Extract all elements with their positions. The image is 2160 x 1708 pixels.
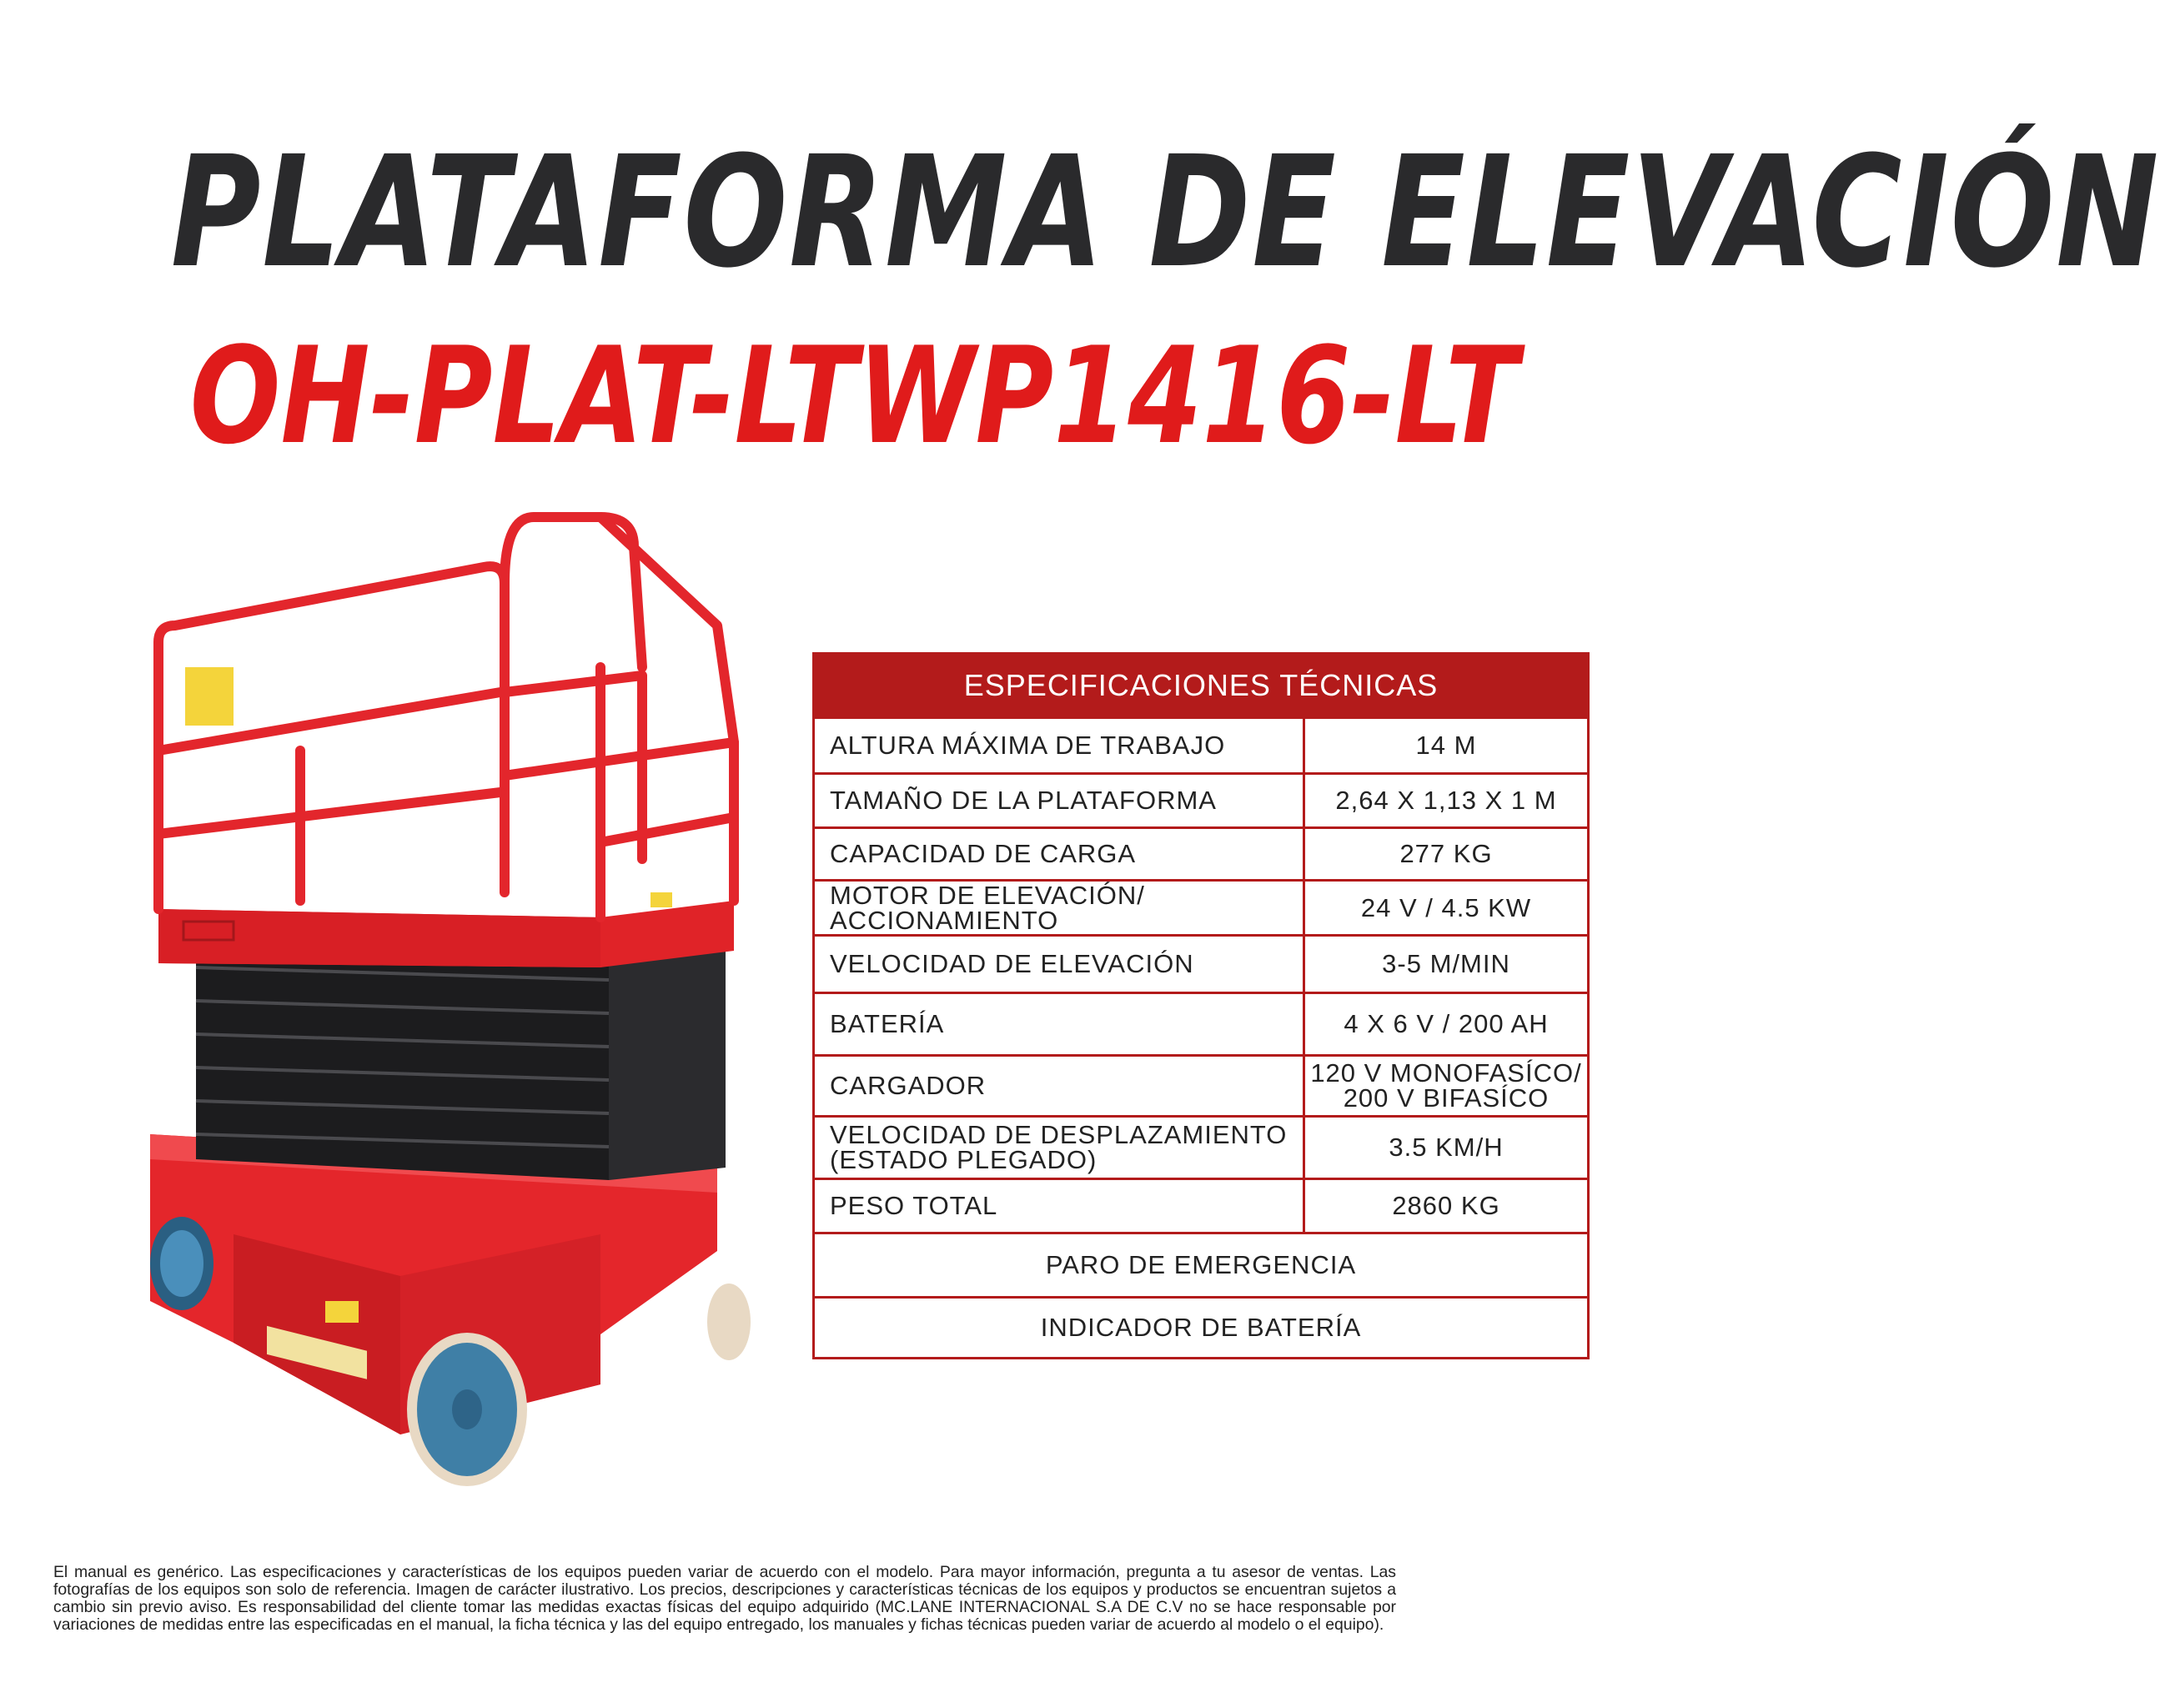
disclaimer-text: El manual es genérico. Las especificaciones y características de los equipos pueden variar de acuerdo con el modelo. Para mayor información, pregunta a tu asesor de ventas. Las fotografías de los equipos son solo de referencia. Imagen de carácter ilustrativo. Los precios, descripciones y características técnicas de los equipos y productos se encuentran sujetos a cambio sin previo aviso. Es responsabilidad del cliente tomar las medidas exactas físicas del equipo adquirido (MC.LANE INTERNACIONAL S.A DE C.V no se hace responsable por variaciones de medidas entre las especificadas en el manual, la ficha técnica y las del equipo entregado, los manuales y fichas técnicas pueden variar de acuerdo al modelo o el equipo).	[53, 1563, 1396, 1635]
spec-value: 2,64 X 1,13 X 1 M	[1335, 786, 1557, 815]
spec-label: PESO TOTAL	[815, 1180, 1305, 1232]
table-row	[815, 772, 1587, 826]
spec-value: 3.5 KM/H	[1389, 1133, 1504, 1162]
feature-battery-indicator: INDICADOR DE BATERÍA	[815, 1296, 1587, 1357]
spec-value: 4 X 6 V / 200 AH	[1344, 1009, 1549, 1038]
warning-label	[651, 892, 672, 907]
table-row	[815, 1115, 1587, 1178]
spec-label: MOTOR DE ELEVACIÓN/ ACCIONAMIENTO	[815, 882, 1305, 934]
model-number: OH-PLAT-LTWP1416-LT	[189, 318, 1519, 474]
spec-label: TAMAÑO DE LA PLATAFORMA	[815, 775, 1305, 826]
feature-emergency-stop: PARO DE EMERGENCIA	[815, 1232, 1587, 1296]
table-row	[815, 826, 1587, 879]
spec-label: BATERÍA	[815, 994, 1305, 1054]
guard-rails	[158, 517, 734, 917]
spec-value: 120 V MONOFASÍCO/ 200 V BIFASÍCO	[1310, 1058, 1582, 1113]
table-row	[815, 1178, 1587, 1232]
table-row	[815, 879, 1587, 934]
spec-label: CAPACIDAD DE CARGA	[815, 829, 1305, 879]
spec-label: VELOCIDAD DE DESPLAZAMIENTO (ESTADO PLEGADO)	[815, 1118, 1305, 1178]
specifications-table	[812, 652, 1590, 1359]
spec-value: 277 KG	[1399, 839, 1493, 868]
table-row	[815, 1054, 1587, 1115]
table-header: ESPECIFICACIONES TÉCNICAS	[815, 655, 1587, 716]
table-row	[815, 716, 1587, 772]
warning-label	[325, 1301, 359, 1323]
table-row	[815, 992, 1587, 1054]
scissor-lift-image	[133, 500, 784, 1501]
spec-label: ALTURA MÁXIMA DE TRABAJO	[815, 719, 1305, 772]
page-title: PLATAFORMA DE ELEVACIÓN	[170, 123, 2160, 302]
spec-label: VELOCIDAD DE ELEVACIÓN	[815, 937, 1305, 992]
warning-label	[185, 667, 234, 726]
spec-value: 2860 KG	[1392, 1191, 1500, 1220]
scissor-stack	[196, 934, 726, 1180]
spec-value: 3-5 M/MIN	[1382, 949, 1510, 978]
spec-label: CARGADOR	[815, 1057, 1305, 1115]
spec-value: 24 V / 4.5 KW	[1360, 892, 1532, 922]
platform-deck	[158, 901, 734, 967]
spec-value: 14 M	[1415, 731, 1477, 760]
table-row	[815, 934, 1587, 992]
